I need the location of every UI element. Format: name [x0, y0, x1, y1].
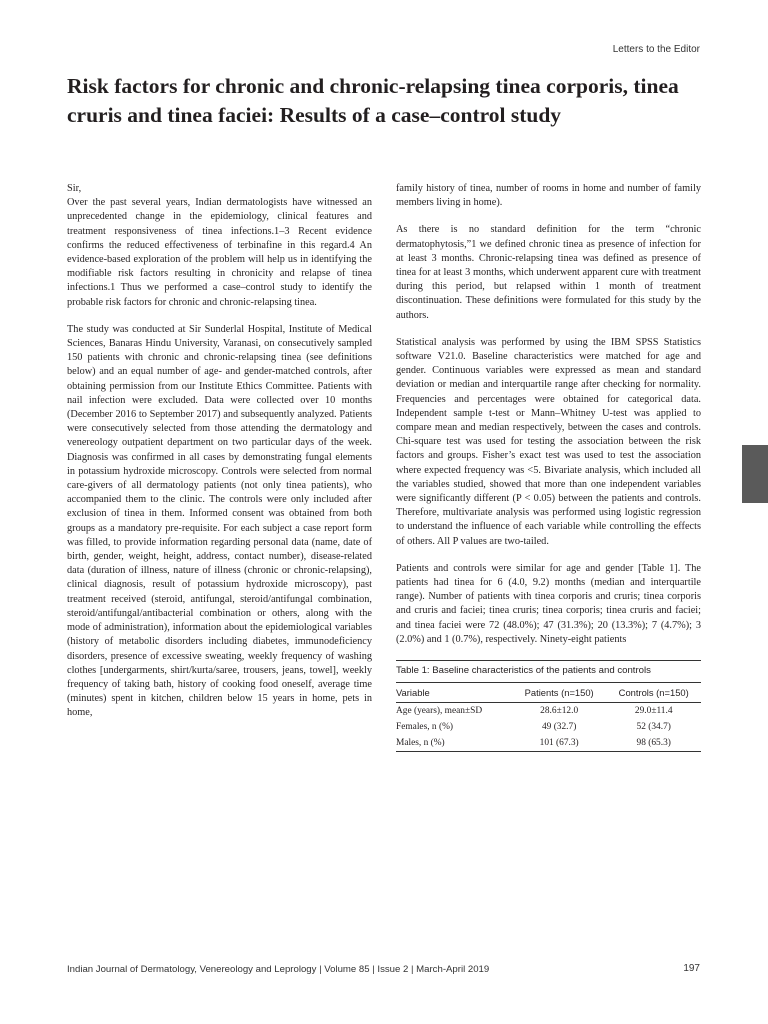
header-controls: Controls (n=150) [606, 683, 701, 703]
journal-footer: Indian Journal of Dermatology, Venereology and Leprology | Volume 85 | Issue 2 | March-April 2019 [67, 964, 490, 975]
results-paragraph: Patients and controls were similar for age and gender [Table 1]. The patients had tinea for 6 (4.0, 9.2) months (median and interquartile range). Number of patients with tinea corporis and cruris; tinea corporis and cruris and faciei; tinea cruris; tinea corporis; tinea cruris and faciei; and tinea faciei were 72 (48.0%); 47 (31.3%); 20 (13.3%); 7 (4.7%); 3 (2.0%) and 1 (0.7%), respectively. Ninety-eight patients [396, 562, 701, 645]
article-title: Risk factors for chronic and chronic-relapsing tinea corporis, tinea cruris and tinea faciei: Results of a case–control study [67, 74, 679, 127]
header-variable: Variable [396, 683, 512, 703]
table-row [396, 719, 701, 735]
cell-variable: Females, n (%) [396, 722, 454, 733]
left-column [67, 182, 372, 734]
table-row [396, 703, 701, 720]
cell-controls: 98 (65.3) [606, 735, 701, 752]
cell-variable: Males, n (%) [396, 735, 512, 752]
table-header-row [396, 683, 701, 703]
cell-controls: 52 (34.7) [636, 722, 671, 733]
side-tab-marker [742, 445, 768, 503]
page-number: 197 [683, 963, 700, 974]
table-row [396, 735, 701, 752]
table-1 [396, 660, 701, 752]
section-header: Letters to the Editor [612, 44, 700, 55]
statistics-paragraph: Statistical analysis was performed by using the IBM SPSS Statistics software V21.0. Baseline characteristics were matched for age and gender. Continuous variables were expressed as mean and standard deviation or median and interquartile range after checking for normality. Frequencies and percentages were obtained for categorical data. Independent sample t-test or Mann–Whitney U-test was applied to compare mean and median respectively, between the cases and controls. Chi-square test was used for testing the association between the risk factors and groups. Fisher’s exact test was used to test the association where expected frequency was <5. Bivariate analysis, which included all the variables studied, showed that more than one independent variables were significantly different (P < 0.05) between the patients and controls. Therefore, multivariate analysis was performed using logistic regression to understand the influence of each variable while controlling the effects of others. All P values are two-tailed. [396, 336, 701, 547]
cell-patients: 49 (32.7) [541, 722, 577, 733]
right-column [396, 182, 701, 752]
definitions-paragraph: As there is no standard definition for the term “chronic dermatophytosis,”1 we defined chronic tinea as presence of infection for at least 3 months. Chronic-relapsing tinea was defined as presence of tinea for at least 3 months, which underwent apparent cure with treatment during this period, but relapsed within 1 month of treatment discontinuation. These definitions were formulated for this study by the authors. [396, 224, 701, 321]
table-caption: Table 1: Baseline characteristics of the patients and controls [396, 661, 701, 683]
cell-patients: 101 (67.3) [512, 735, 607, 752]
cell-variable: Age (years), mean±SD [396, 706, 483, 717]
methods-continued-paragraph: family history of tinea, number of rooms in home and number of family members living in home). [396, 183, 701, 209]
intro-paragraph: Over the past several years, Indian dermatologists have witnessed an unprecedented change in the epidemiology, clinical features and treatment responsiveness of tinea infections.1–3 Recent evidence confirms the reduced effectiveness of terbinafine in this regard.4 An evidence-based exploration of the problem will help us in identifying the modifiable risk factors resulting in chronicity and relapse of tinea infections.1 Thus we performed a case–control study to identify the probable risk factors for chronic and chronic-relapsing tinea. [67, 197, 372, 308]
cell-patients: 28.6±12.0 [540, 706, 579, 717]
methods-paragraph: The study was conducted at Sir Sunderlal Hospital, Institute of Medical Sciences, Banaras Hindu University, Varanasi, on consecutively sampled 150 patients with chronic and chronic-relapsing tinea (see definitions below) and an equal number of age- and gender-matched controls, after obtaining permission from our Institute Ethics Committee. Patients with nail infection were excluded. Data were collected over 10 months (December 2016 to September 2017) and subsequently analyzed. Patients were consecutively selected from those attending the dermatology and venereology outpatient department on two particular days of the week. Diagnosis was confirmed in all cases by demonstrating fungal elements in potassium hydroxide microscopy. Controls were selected from normal care-givers of all dermatology patients (not only tinea patients), who accompanied them to the clinic. The controls were only included after exclusion of tinea in them. Informed consent was obtained from both groups as a mandatory pre-requisite. For each subject a case report form was filled, to provide information regarding personal data (name, date of birth, gender, weight, height, address, contact number), disease-related data (duration of illness, nature of illness (chronic or chronic-relapsing), clinical diagnosis, result of potassium hydroxide microscopy), past treatment received (steroid, antifungal, steroid/antifungal combination, steroid/antifungal/antibacterial combination or others, along with the mode of administration), information about the epidemiological variables (history of metabolic disorders including diabetes, immunodeficiency disorders, presence of excessive sweating, weekly frequency of washing clothes [undergarments, shirt/kurta/saree, trousers, jeans, towel], weekly frequency of taking bath, history of cooking food oneself, average time (minutes) spent in kitchen, children below 15 years in home, pets in home, [67, 323, 372, 719]
cell-controls: 29.0±11.4 [634, 706, 673, 717]
header-patients: Patients (n=150) [512, 683, 607, 703]
baseline-table [396, 683, 701, 752]
salutation: Sir, [67, 183, 82, 194]
